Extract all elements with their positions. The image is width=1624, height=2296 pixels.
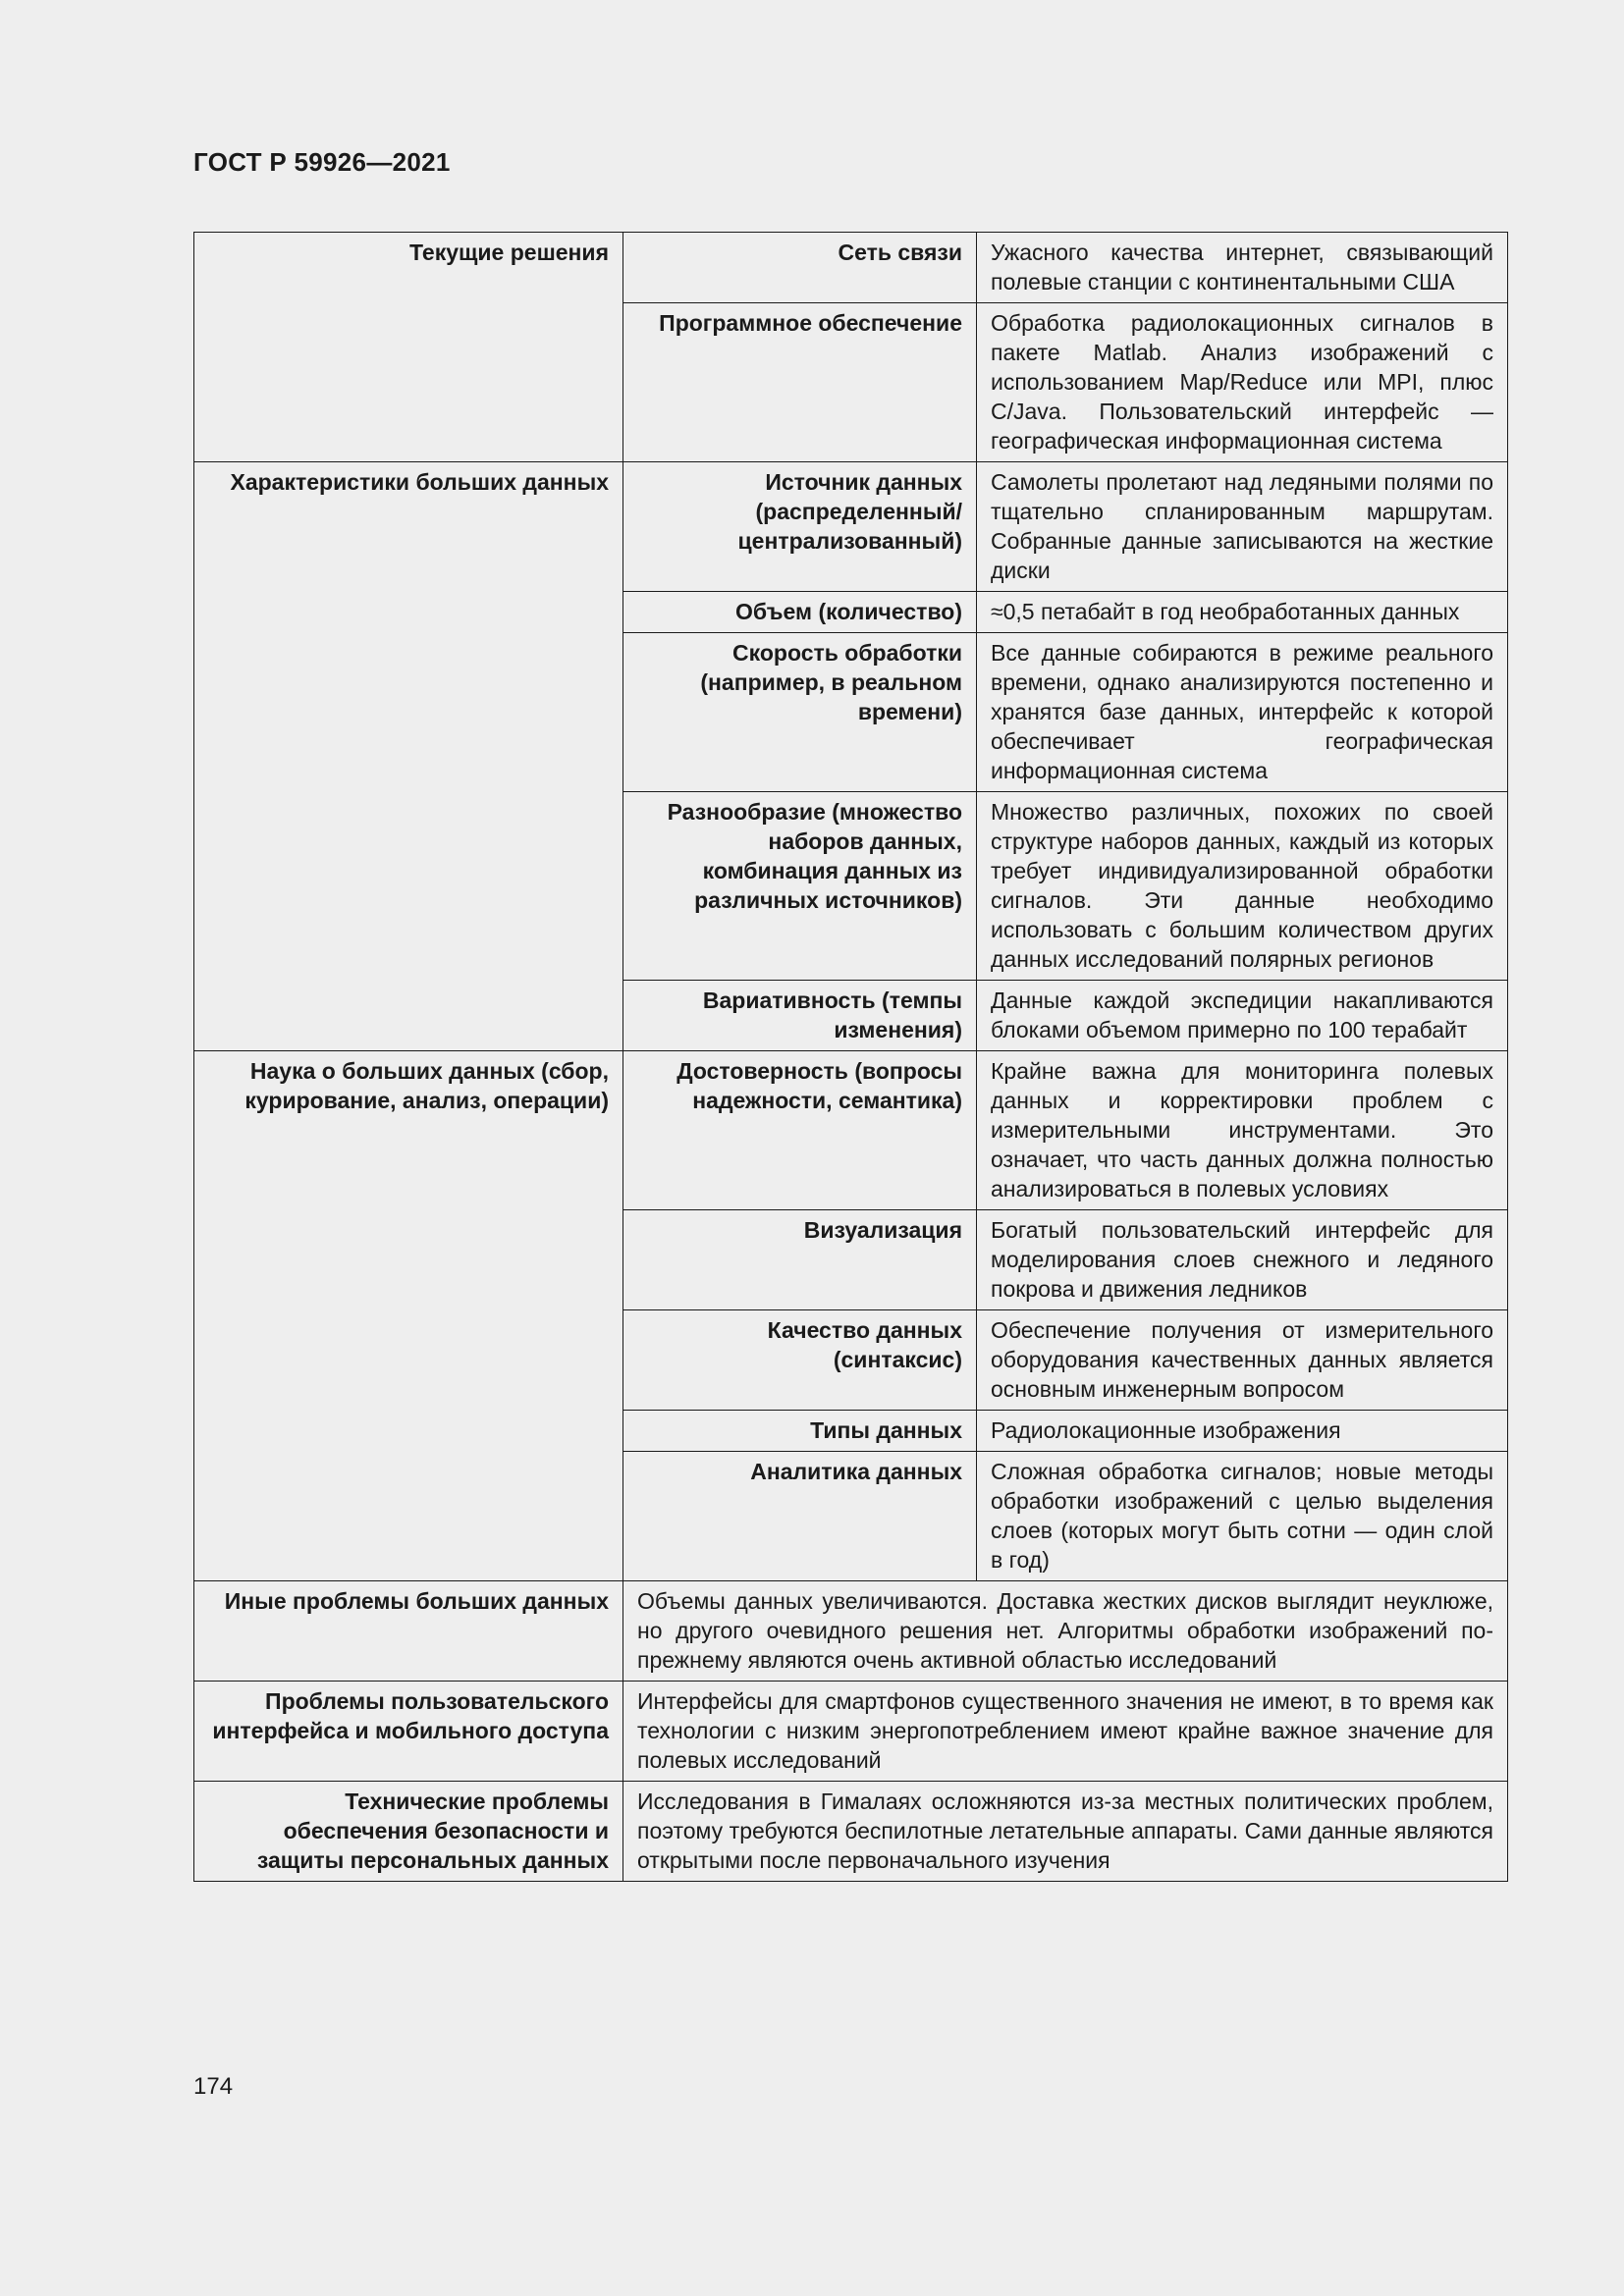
- table-row: [194, 462, 1508, 592]
- table-row: [194, 1051, 1508, 1210]
- subcategory-cell: Аналитика данных: [623, 1452, 977, 1581]
- table-row: [194, 1581, 1508, 1682]
- value-cell: Данные каждой экспедиции накапливаются блоками объемом примерно по 100 терабайт: [977, 981, 1508, 1051]
- subcategory-cell: Вариативность (темпы изменения): [623, 981, 977, 1051]
- value-cell: Самолеты пролетают над ледяными полями по тщательно спланированным маршрутам. Собранные данные записываются на жесткие диски: [977, 462, 1508, 592]
- subcategory-cell: Визуализация: [623, 1210, 977, 1310]
- value-cell: ≈0,5 петабайт в год необработанных данных: [977, 592, 1508, 633]
- subcategory-cell: Типы данных: [623, 1411, 977, 1452]
- category-ui-mobile: Проблемы пользовательского интерфейса и мобильного доступа: [194, 1682, 623, 1782]
- use-case-table: [193, 232, 1508, 1882]
- value-cell: Объемы данных увеличиваются. Доставка жестких дисков выглядит неуклюже, но другого очевидного решения нет. Алгоритмы обработки изображений по-прежнему являются очень активной областью исследований: [623, 1581, 1508, 1682]
- table-row: [194, 1682, 1508, 1782]
- category-big-data-characteristics: Характеристики больших данных: [194, 462, 623, 1051]
- subcategory-cell: Разнообразие (множество наборов данных, комбинация данных из различных источников): [623, 792, 977, 981]
- category-big-data-science: Наука о больших данных (сбор, курирование, анализ, операции): [194, 1051, 623, 1581]
- subcategory-cell: Программное обеспечение: [623, 303, 977, 462]
- value-cell: Обработка радиолокационных сигналов в пакете Matlab. Анализ изображений с использованием Map/Reduce или MPI, плюс C/Java. Пользовательский интерфейс — географическая информационная система: [977, 303, 1508, 462]
- table-row: [194, 1782, 1508, 1882]
- category-current-solutions: Текущие решения: [194, 233, 623, 462]
- value-cell: Богатый пользовательский интерфейс для моделирования слоев снежного и ледяного покрова и движения ледников: [977, 1210, 1508, 1310]
- value-cell: Множество различных, похожих по своей структуре наборов данных, каждый из которых требует индивидуализированной обработки сигналов. Эти данные необходимо использовать с большим количеством других данных исследований полярных регионов: [977, 792, 1508, 981]
- subcategory-cell: Объем (количество): [623, 592, 977, 633]
- category-other-problems: Иные проблемы больших данных: [194, 1581, 623, 1682]
- value-cell: Обеспечение получения от измерительного оборудования качественных данных является основным инженерным вопросом: [977, 1310, 1508, 1411]
- value-cell: Крайне важна для мониторинга полевых данных и корректировки проблем с измерительными инструментами. Это означает, что часть данных должна полностью анализироваться в полевых условиях: [977, 1051, 1508, 1210]
- subcategory-cell: Достоверность (вопросы надежности, семантика): [623, 1051, 977, 1210]
- category-security-privacy: Технические проблемы обеспечения безопасности и защиты персональных данных: [194, 1782, 623, 1882]
- subcategory-cell: Сеть связи: [623, 233, 977, 303]
- value-cell: Интерфейсы для смартфонов существенного значения не имеют, в то время как технологии с низким энергопотреблением имеют крайне важное значение для полевых исследований: [623, 1682, 1508, 1782]
- subcategory-cell: Качество данных (синтаксис): [623, 1310, 977, 1411]
- value-cell: Исследования в Гималаях осложняются из-за местных политических проблем, поэтому требуются беспилотные летательные аппараты. Сами данные являются открытыми после первоначального изучения: [623, 1782, 1508, 1882]
- value-cell: Сложная обработка сигналов; новые методы обработки изображений с целью выделения слоев (которых могут быть сотни — один слой в год): [977, 1452, 1508, 1581]
- subcategory-cell: Источник данных (распределенный/ централизованный): [623, 462, 977, 592]
- subcategory-cell: Скорость обработки (например, в реальном времени): [623, 633, 977, 792]
- value-cell: Все данные собираются в режиме реального времени, однако анализируются постепенно и хранятся базе данных, интерфейс к которой обеспечивает географическая информационная система: [977, 633, 1508, 792]
- value-cell: Ужасного качества интернет, связывающий полевые станции с континентальными США: [977, 233, 1508, 303]
- document-header: ГОСТ Р 59926—2021: [193, 147, 451, 177]
- value-cell: Радиолокационные изображения: [977, 1411, 1508, 1452]
- table-row: [194, 233, 1508, 303]
- page-number: 174: [193, 2073, 234, 2100]
